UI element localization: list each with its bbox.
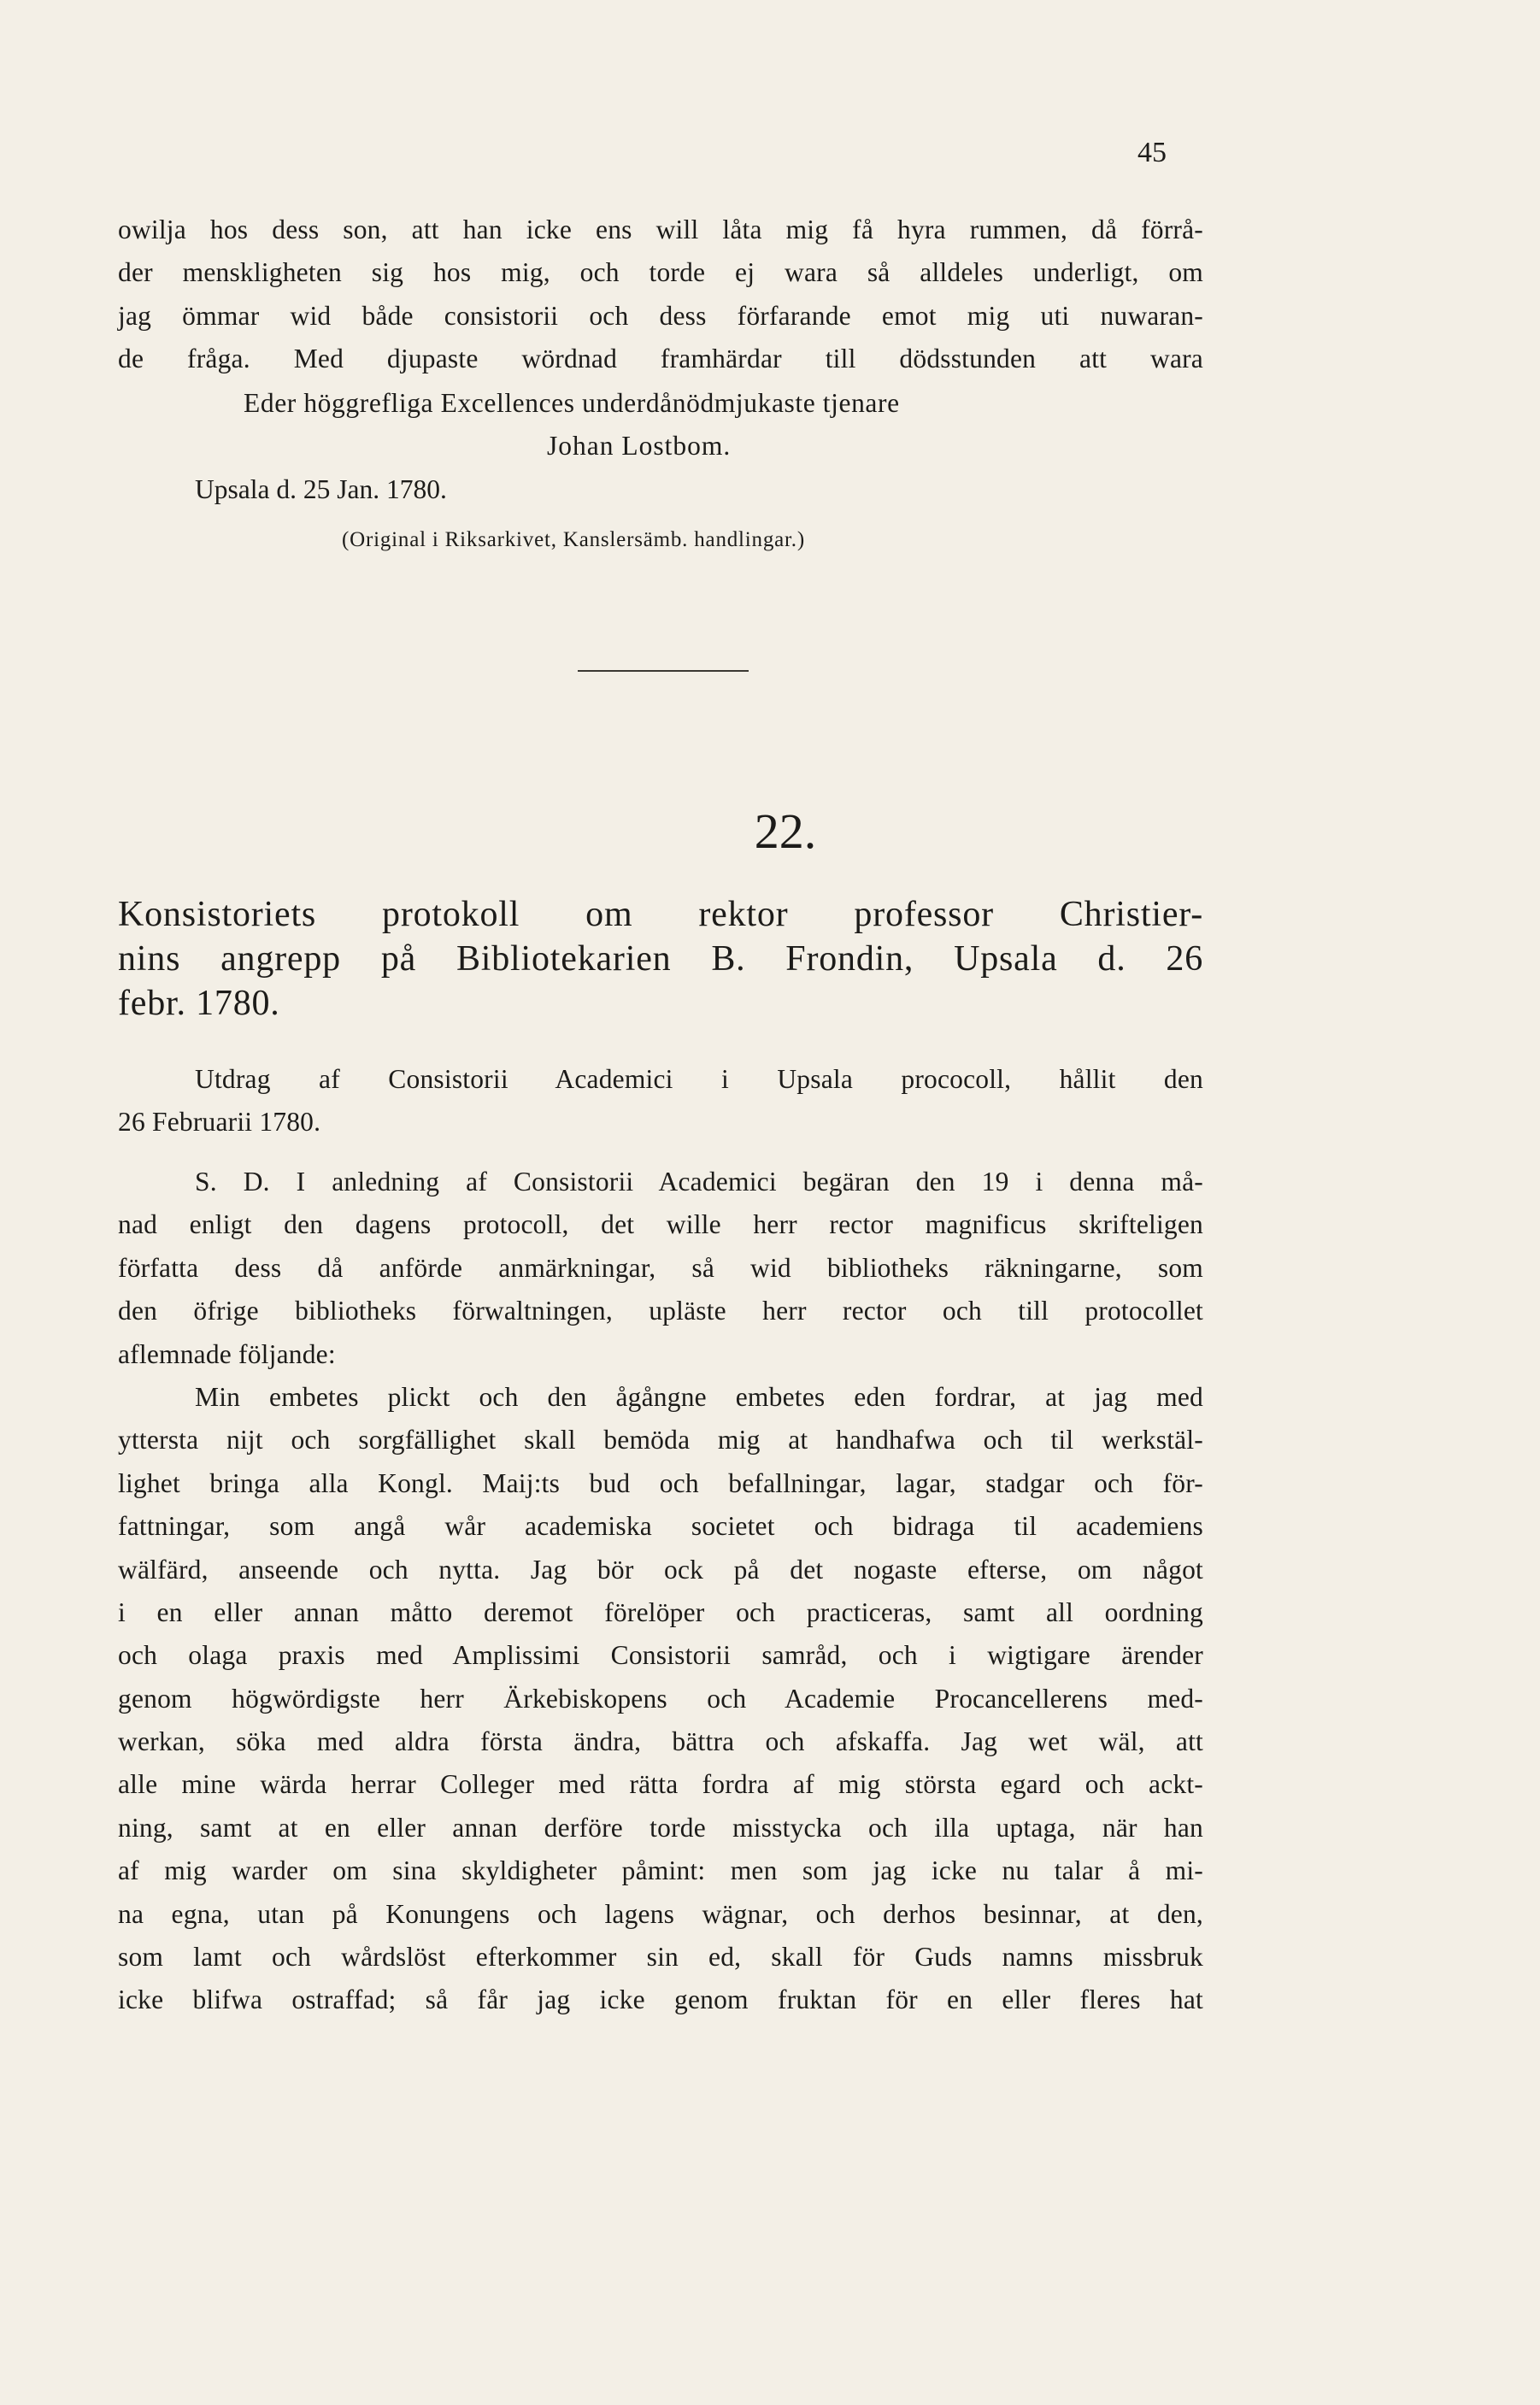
- protocol-body: [118, 1161, 1203, 2022]
- text-line: S. D. I anledning af Consistorii Academici begäran den 19 i denna må-: [195, 1167, 1203, 1197]
- text-line: i en eller annan måtto deremot förelöper och practiceras, samt all oordning: [118, 1596, 1203, 1627]
- text-line: yttersta nijt och sorgfällighet skall bemöda mig at handhafwa och til werkstäl-: [118, 1425, 1203, 1455]
- letter-place-date: Upsala d. 25 Jan. 1780.: [195, 474, 447, 504]
- text-line: af mig warder om sina skyldigheter påmint: men som jag icke nu talar å mi-: [118, 1855, 1203, 1886]
- text-line: owilja hos dess son, att han icke ens will låta mig få hyra rummen, då förrå-: [118, 215, 1203, 244]
- page-number: 45: [1137, 137, 1167, 168]
- text-line: der menskligheten sig hos mig, och torde ej wara så alldeles underligt, om: [118, 257, 1203, 288]
- excerpt-heading-line: 26 Februarii 1780.: [118, 1107, 321, 1138]
- text-line: genom högwördigste herr Ärkebiskopens och Academie Procancellerens med-: [118, 1683, 1203, 1714]
- text-line: den öfrige bibliotheks förwaltningen, upläste herr rector och till protocollet: [118, 1296, 1203, 1326]
- section-divider: [578, 670, 749, 672]
- text-line: ning, samt at en eller annan derföre torde misstycka och illa uptaga, när han: [118, 1812, 1203, 1843]
- excerpt-heading: [118, 1058, 1203, 1144]
- document-title: [118, 892, 1203, 1026]
- text-line: och olaga praxis med Amplissimi Consistorii samråd, och i wigtigare ärender: [118, 1640, 1203, 1671]
- text-line: nad enligt den dagens protocoll, det wille herr rector magnificus skrifteligen: [118, 1209, 1203, 1240]
- text-line: jag ömmar wid både consistorii och dess förfarande emot mig uti nuwaran-: [118, 300, 1203, 331]
- title-line: Konsistoriets protokoll om rektor professor Christier-: [118, 895, 1203, 934]
- letter-salutation: Eder höggrefliga Excellences underdånödmjukaste tjenare: [244, 388, 900, 418]
- text-line: aflemnade följande:: [118, 1338, 336, 1369]
- title-line: febr. 1780.: [118, 984, 280, 1023]
- excerpt-heading-line: Utdrag af Consistorii Academici i Upsala prococoll, hållit den: [195, 1064, 1203, 1094]
- document-number: 22.: [754, 803, 817, 859]
- text-line: na egna, utan på Konungens och lagens wägnar, och derhos besinnar, at den,: [118, 1898, 1203, 1929]
- text-line: fattningar, som angå wår academiska societet och bidraga til academiens: [118, 1511, 1203, 1542]
- text-line: Min embetes plickt och den ågångne embetes eden fordrar, at jag med: [195, 1381, 1203, 1412]
- letter-closing-paragraph: [118, 209, 1203, 381]
- text-line: werkan, söka med aldra första ändra, bättra och afskaffa. Jag wet wäl, att: [118, 1726, 1203, 1757]
- text-line: som lamt och wårdslöst efterkommer sin ed, skall för Guds namns missbruk: [118, 1942, 1203, 1973]
- text-line: de fråga. Med djupaste wördnad framhärdar till dödsstunden att wara: [118, 344, 1203, 374]
- text-line: wälfärd, anseende och nytta. Jag bör ock på det nogaste efterse, om något: [118, 1554, 1203, 1585]
- title-line: nins angrepp på Bibliotekarien B. Frondin, Upsala d. 26: [118, 939, 1203, 979]
- letter-signature: Johan Lostbom.: [547, 431, 732, 461]
- text-line: icke blifwa ostraffad; så får jag icke genom fruktan för en eller fleres hat: [118, 1985, 1203, 2015]
- text-line: författa dess då anförde anmärkningar, så wid bibliotheks räkningarne, som: [118, 1252, 1203, 1283]
- source-note: (Original i Riksarkivet, Kanslersämb. handlingar.): [342, 528, 805, 551]
- text-line: alle mine wärda herrar Colleger med rätta fordra af mig största egard och ackt-: [118, 1769, 1203, 1800]
- text-line: lighet bringa alla Kongl. Maij:ts bud och befallningar, lagar, stadgar och för-: [118, 1467, 1203, 1498]
